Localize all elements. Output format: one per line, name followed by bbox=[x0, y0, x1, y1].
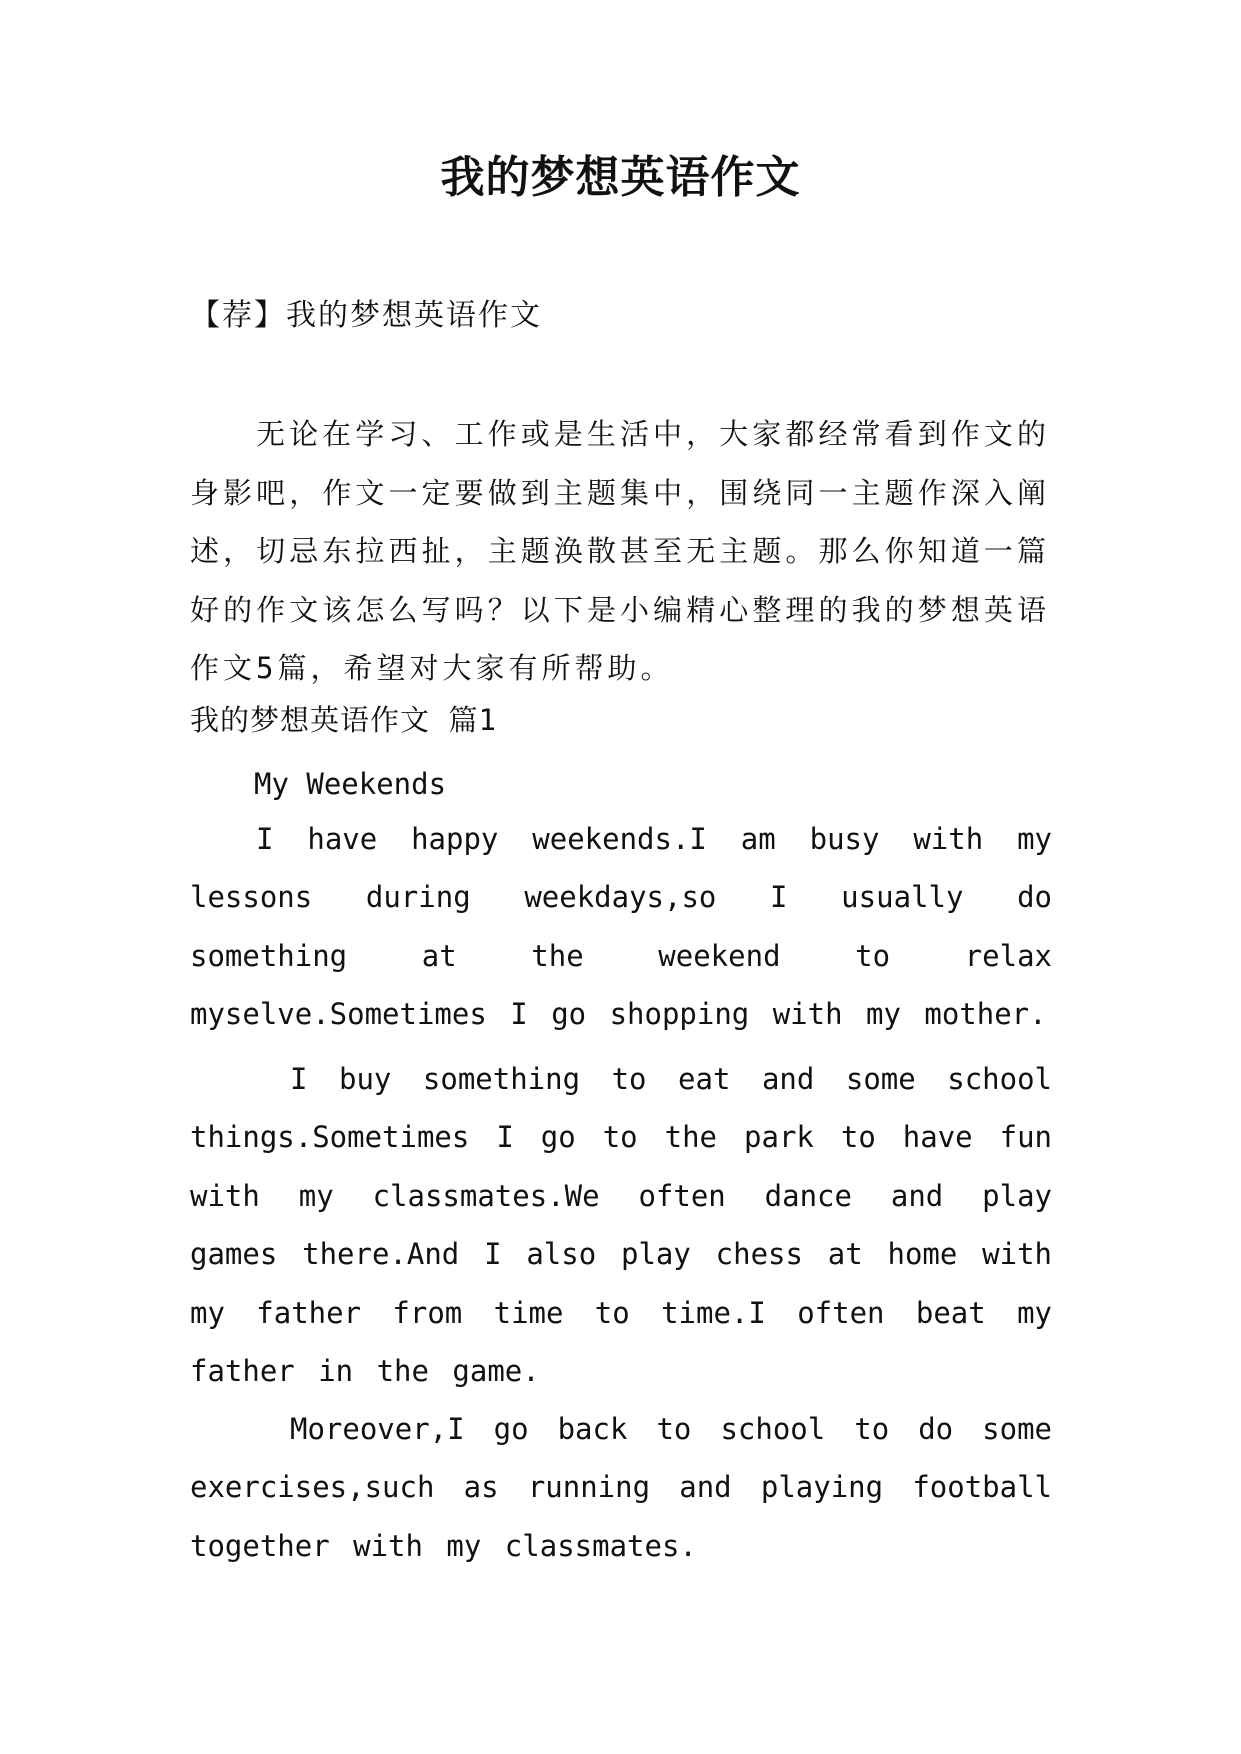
essay-title: My Weekends bbox=[254, 767, 447, 801]
document-subtitle: 【荐】我的梦想英语作文 bbox=[190, 298, 542, 333]
intro-paragraph: 无论在学习、工作或是生活中，大家都经常看到作文的身影吧，作文一定要做到主题集中，围绕同一主题作深入阐述，切忌东拉西扯，主题涣散甚至无主题。那么你知道一篇好的作文该怎么写吗？以下是小编精心整理的我的梦想英语作文5篇，希望对大家有所帮助。 bbox=[190, 417, 1050, 685]
section-heading: 我的梦想英语作文 篇1 bbox=[190, 703, 497, 737]
essay-paragraph: Moreover,I go back to school to do some exercises,such as running and playing football together with my classmates. bbox=[190, 1412, 1052, 1563]
essay-paragraph: I buy something to eat and some school things.Sometimes I go to the park to have fun with my classmates.We often dance and play games there.And I also play chess at home with my father from time to time.I often beat my father in the game. bbox=[190, 1062, 1052, 1389]
document-title: 我的梦想英语作文 bbox=[440, 152, 801, 203]
essay-paragraph: I have happy weekends.I am busy with my lessons during weekdays,so I usually do something at the weekend to relax myselve.Sometimes I go shopping with my mother. bbox=[190, 822, 1052, 1032]
